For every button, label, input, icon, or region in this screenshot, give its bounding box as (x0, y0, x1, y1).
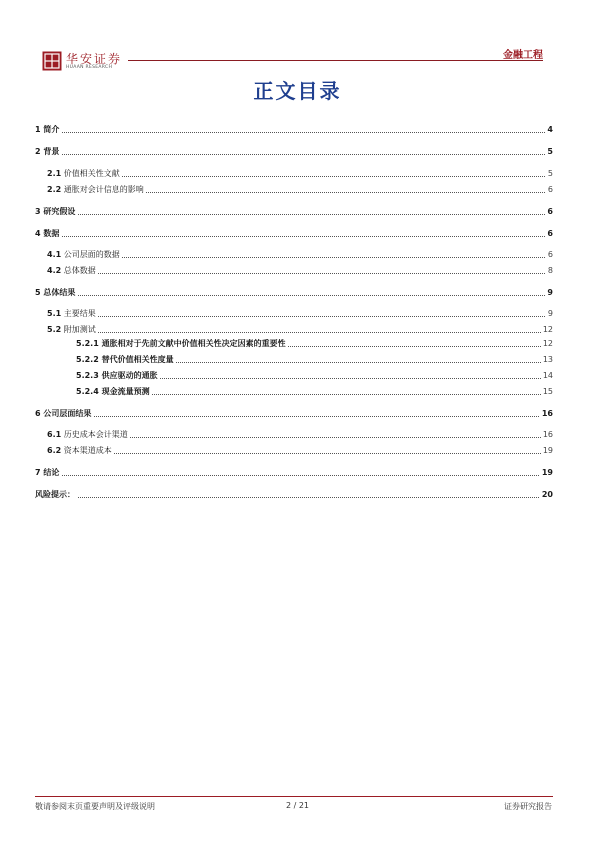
toc-entry-label (47, 324, 98, 336)
toc-entry-label (47, 429, 130, 441)
toc-entry-page: 5 (547, 147, 553, 156)
footer-report-type: 证券研究报告 (504, 802, 552, 811)
toc-entry-text: 替代价值相关性度量 (101, 355, 174, 364)
toc-entry[interactable] (35, 249, 553, 261)
toc-entry-text: 供应驱动的通胀 (101, 371, 158, 380)
toc-entry-label (47, 265, 98, 277)
toc-leader-dots (35, 154, 553, 155)
toc-leader-dots (35, 475, 553, 476)
toc-leader-dots (47, 257, 553, 258)
toc-entry-text: 通胀对会计信息的影响 (63, 185, 144, 194)
toc-entry-text: 结论 (43, 468, 60, 477)
toc-entry-label (35, 489, 77, 501)
toc-entry-text: 背景 (43, 147, 60, 156)
toc-entry-text: 价值相关性文献 (63, 169, 120, 178)
toc-entry-page: 9 (547, 288, 553, 297)
toc-leader-dots (35, 295, 553, 296)
toc-entry-text: 数据 (43, 229, 60, 238)
toc-entry-text: 附加测试 (63, 325, 96, 334)
toc-entry-page: 6 (547, 250, 553, 259)
toc-entry[interactable] (35, 467, 553, 479)
seal-icon (42, 51, 62, 71)
toc-entry-page: 16 (541, 409, 553, 418)
toc-entry-page: 4 (547, 125, 553, 134)
toc-entry[interactable] (35, 408, 553, 420)
toc-entry-label (35, 467, 61, 479)
toc-entry-number: 4.1 (47, 250, 62, 259)
toc-entry-label (35, 228, 61, 240)
toc-entry-page: 8 (547, 266, 553, 275)
toc-entry[interactable] (35, 228, 553, 240)
toc-entry-page: 16 (542, 430, 553, 439)
toc-entry-number: 5.1 (47, 309, 62, 318)
toc-entry-text: 总体数据 (63, 266, 96, 275)
toc-entry-text: 主要结果 (63, 309, 96, 318)
toc-leader-dots (35, 132, 553, 133)
toc-entry-label (35, 146, 61, 158)
toc-entry[interactable] (35, 429, 553, 441)
toc-entry[interactable] (35, 206, 553, 218)
toc-entry-number: 5.2.1 (76, 339, 99, 348)
toc-entry-number: 6.1 (47, 430, 62, 439)
toc-entry-page: 12 (542, 339, 553, 348)
toc-entry[interactable] (35, 354, 553, 366)
toc-entry-number: 5.2.4 (76, 387, 99, 396)
toc-entry-label (47, 308, 98, 320)
toc-entry-page: 15 (542, 387, 553, 396)
toc-entry-page: 6 (547, 185, 553, 194)
toc-entry[interactable] (35, 265, 553, 277)
toc-leader-dots (35, 497, 553, 498)
toc-entry-label (47, 445, 114, 457)
toc-entry-page: 20 (541, 490, 553, 499)
toc-entry-label (47, 184, 146, 196)
toc-entry-text: 公司层面结果 (43, 409, 92, 418)
toc-entry-number: 4 (35, 229, 41, 238)
toc-entry[interactable] (35, 338, 553, 350)
toc-entry-text: 通胀相对于先前文献中价值相关性决定因素的重要性 (101, 339, 286, 348)
company-logo (42, 50, 122, 74)
header-category: 金融工程 (503, 50, 543, 61)
toc-entry-number: 4.2 (47, 266, 62, 275)
page-title: 正文目录 (253, 79, 342, 103)
toc-entry-label (35, 408, 93, 420)
toc-entry[interactable] (35, 124, 553, 136)
toc-entry-text: 简介 (43, 125, 60, 134)
toc-entry[interactable] (35, 308, 553, 320)
toc-leader-dots (47, 273, 553, 274)
toc-leader-dots (35, 416, 553, 417)
toc-entry-number: 7 (35, 468, 41, 477)
toc-leader-dots (47, 453, 553, 454)
toc-entry-page: 14 (542, 371, 553, 380)
toc-entry-label (35, 206, 77, 218)
toc-entry[interactable] (35, 168, 553, 180)
toc-entry-label (76, 370, 160, 382)
toc-entry[interactable] (35, 386, 553, 398)
toc-entry-text: 资本渠道成本 (63, 446, 112, 455)
toc-entry-number: 6.2 (47, 446, 62, 455)
footer-disclaimer: 敬请参阅末页重要声明及评级说明 (35, 802, 155, 811)
toc-entry-label (35, 287, 77, 299)
toc-leader-dots (35, 236, 553, 237)
toc-entry-text: 现金流量预测 (101, 387, 150, 396)
toc-entry-text: 历史成本会计渠道 (63, 430, 128, 439)
page-number: 2 / 21 (285, 801, 310, 810)
toc-entry-page: 5 (547, 169, 553, 178)
toc-entry-number: 2 (35, 147, 41, 156)
page-header (0, 0, 595, 80)
toc-entry[interactable] (35, 184, 553, 196)
logo-subtitle: HUAAN RESEARCH (66, 65, 113, 70)
toc-entry-number: 3 (35, 207, 41, 216)
toc-entry-page: 19 (541, 468, 553, 477)
toc-entry[interactable] (35, 324, 553, 336)
toc-entry-label (76, 354, 176, 366)
toc-entry-label (76, 386, 152, 398)
toc-entry-page: 6 (547, 207, 553, 216)
toc-leader-dots (47, 332, 553, 333)
toc-entry[interactable] (35, 370, 553, 382)
toc-entry-text: 研究假设 (43, 207, 76, 216)
toc-entry-number: 5.2.2 (76, 355, 99, 364)
toc-entry-label (47, 168, 122, 180)
toc-entry-number: 5.2 (47, 325, 62, 334)
header-divider (128, 60, 543, 61)
toc-entry-text: 风险提示： (35, 490, 75, 499)
toc-entry-text: 公司层面的数据 (63, 250, 120, 259)
toc-entry[interactable] (35, 146, 553, 158)
toc-entry-number: 2.1 (47, 169, 62, 178)
toc-entry-text: 总体结果 (43, 288, 76, 297)
logo-name: 华安证券 (66, 52, 123, 66)
toc-entry-number: 6 (35, 409, 41, 418)
toc-leader-dots (47, 176, 553, 177)
toc-entry-page: 12 (542, 325, 553, 334)
toc-entry[interactable] (35, 445, 553, 457)
toc-entry-number: 1 (35, 125, 41, 134)
toc-entry-page: 19 (542, 446, 553, 455)
toc-entry-page: 13 (542, 355, 553, 364)
toc-entry-label (76, 338, 288, 350)
footer-divider (35, 796, 553, 797)
toc-entry-number: 5.2.3 (76, 371, 99, 380)
toc-entry-label (35, 124, 61, 136)
toc-entry[interactable] (35, 489, 553, 501)
toc-entry-number: 5 (35, 288, 41, 297)
toc-entry[interactable] (35, 287, 553, 299)
toc-leader-dots (47, 316, 553, 317)
toc-entry-label (47, 249, 122, 261)
toc-entry-number: 2.2 (47, 185, 62, 194)
toc-entry-page: 6 (547, 229, 553, 238)
toc-entry-page: 9 (547, 309, 553, 318)
toc-leader-dots (35, 214, 553, 215)
